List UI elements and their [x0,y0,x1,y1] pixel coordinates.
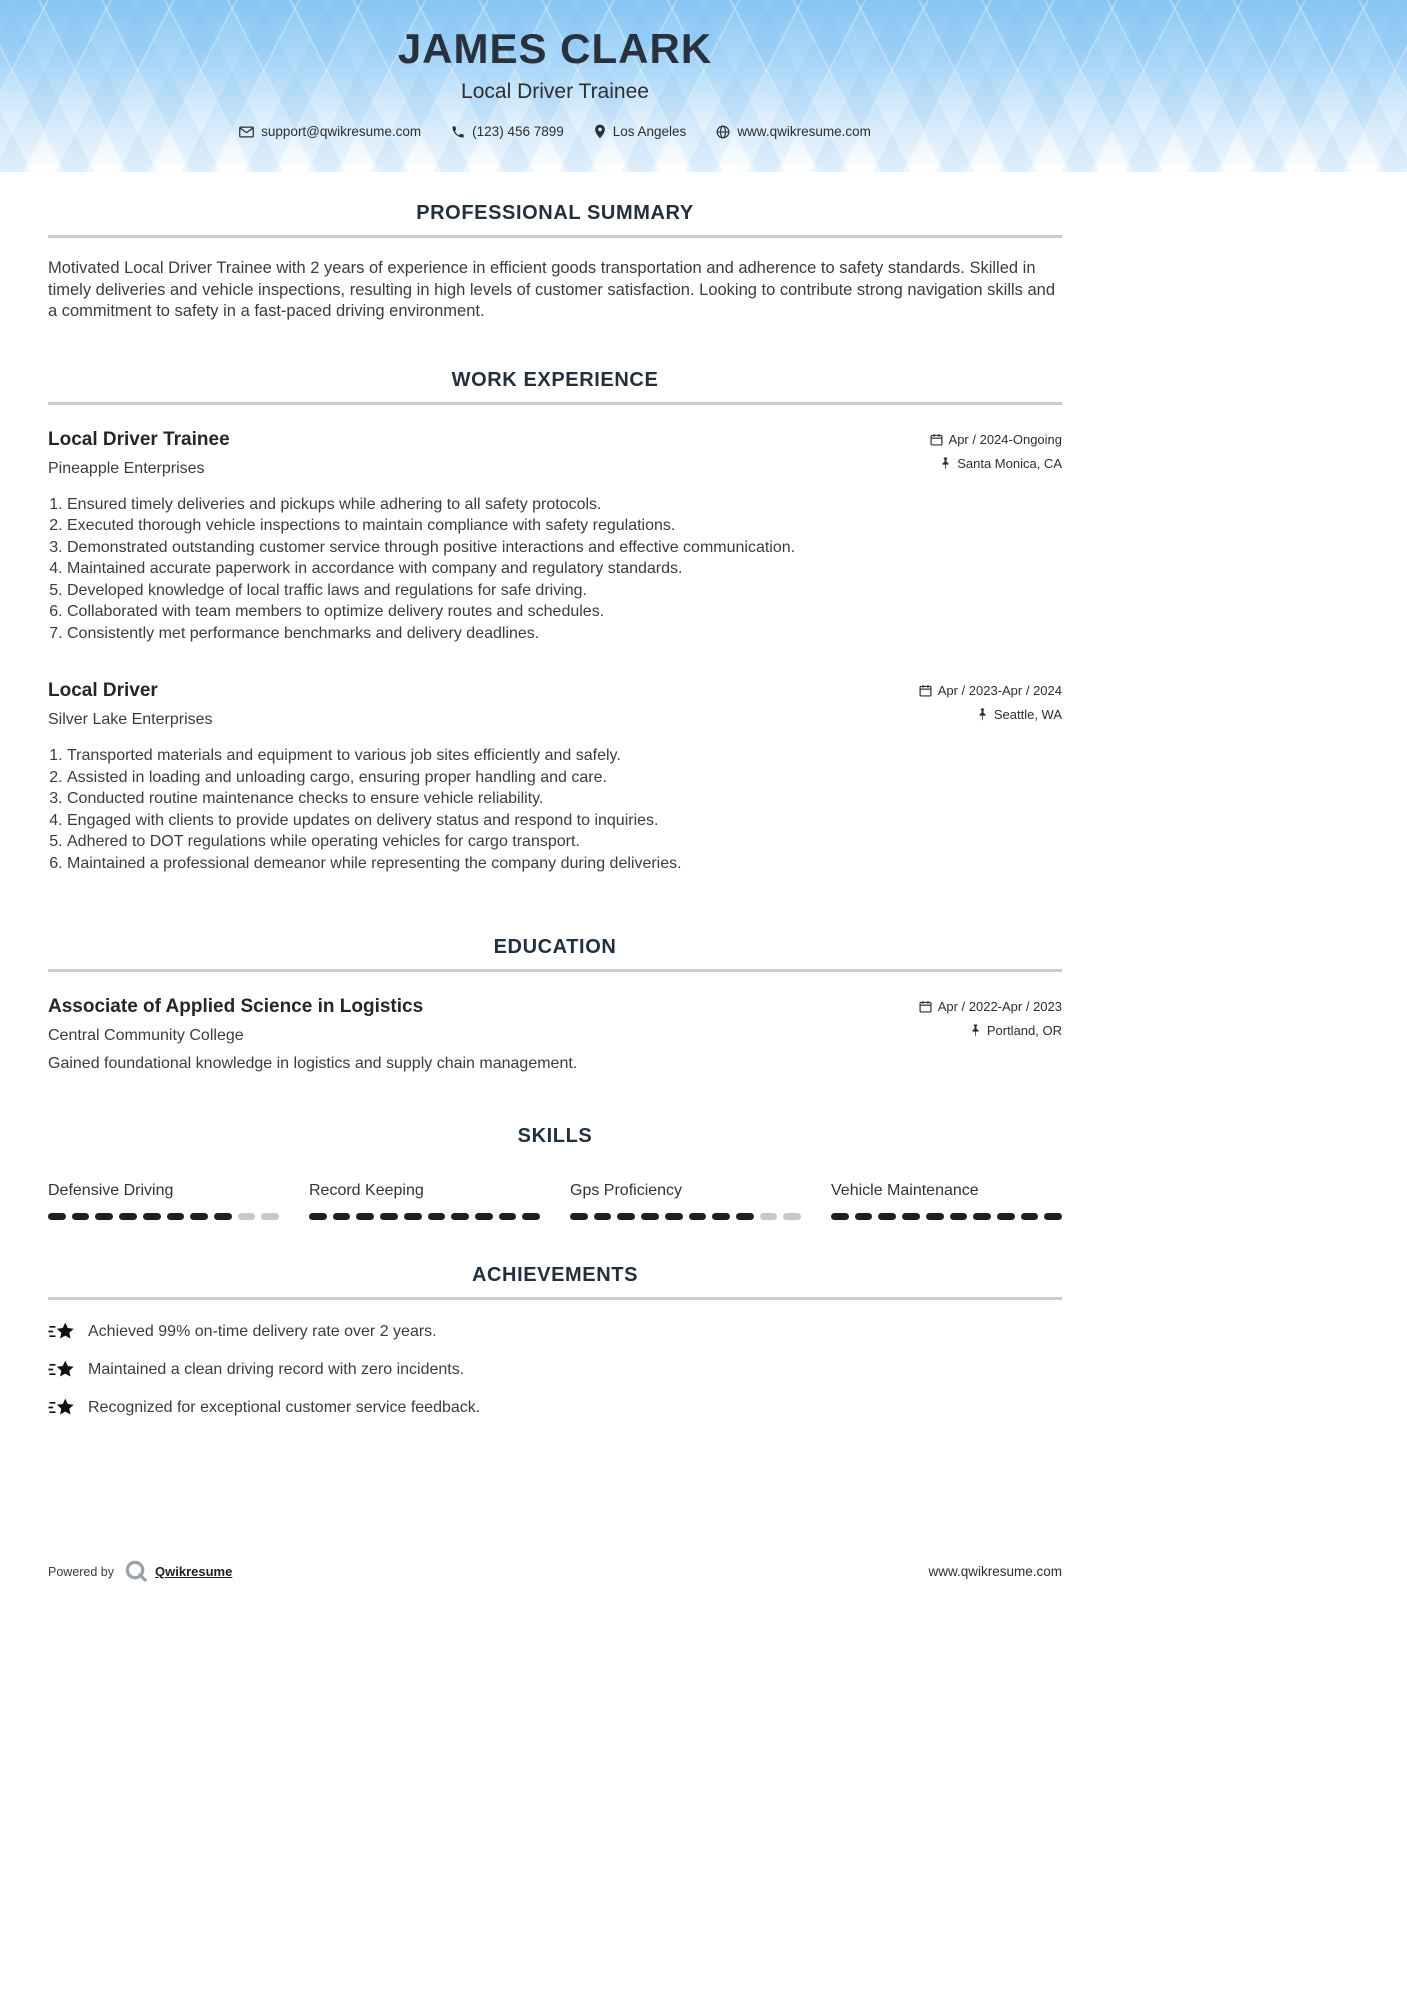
skill-item [570,1182,801,1220]
skill-dash-empty [783,1213,801,1220]
job-dates [930,432,1062,447]
achievements-list [48,1320,1062,1419]
skill-dash-filled [95,1213,113,1220]
job-bullet: 6. Collaborated with team members to optimize delivery routes and schedules. [67,601,1062,623]
skill-dash-filled [190,1213,208,1220]
job-bullet: 6. Maintained a professional demeanor while representing the company during deliveries. [67,853,1062,875]
person-job-title: Local Driver Trainee [461,80,649,104]
star-badge-icon [48,1358,76,1381]
skill-item [48,1182,279,1220]
skill-dash-filled [72,1213,90,1220]
job-dates [919,683,1062,698]
skill-dash-filled [878,1213,896,1220]
skill-dash-filled [380,1213,398,1220]
brand-link[interactable] [124,1559,232,1584]
pushpin-icon [970,1024,981,1037]
job-role: Local Driver [48,680,158,701]
skill-name: Record Keeping [309,1182,424,1199]
skills-section-title: SKILLS [517,1125,593,1147]
job-location [940,456,1062,471]
job-bullet: 2. Executed thorough vehicle inspections to maintain compliance with safety regulations. [67,515,1062,537]
achievement-text: Achieved 99% on-time delivery rate over 2 years. [88,1322,437,1340]
summary-section-title: PROFESSIONAL SUMMARY [416,202,694,224]
skill-dash-filled [689,1213,707,1220]
section-rule [48,969,1062,972]
job-bullet: 4. Engaged with clients to provide updates on delivery status and respond to inquiries. [67,810,1062,832]
skill-dash-filled [950,1213,968,1220]
skill-dash-filled [997,1213,1015,1220]
achievements-section-title: ACHIEVEMENTS [471,1264,639,1286]
education-degree: Associate of Applied Science in Logistics [48,996,424,1017]
header [0,0,1110,139]
skill-item [309,1182,540,1220]
skill-dash-filled [570,1213,588,1220]
contact-email[interactable] [239,124,421,139]
achievement-item [48,1320,1062,1343]
skill-dash-filled [167,1213,185,1220]
achievement-item [48,1358,1062,1381]
education-location-text: Portland, OR [986,1023,1062,1038]
contact-website[interactable] [716,124,871,139]
job-location-text: Seattle, WA [993,707,1062,722]
skill-dash-empty [261,1213,279,1220]
job-role: Local Driver Trainee [48,428,230,450]
job-bullet: 5. Adhered to DOT regulations while operating vehicles for cargo transport. [67,831,1062,853]
globe-icon [716,125,730,139]
job-bullet: 4. Maintained accurate paperwork in accordance with company and regulatory standards. [67,558,1062,580]
job-bullet: 1. Transported materials and equipment to various job sites efficiently and safely. [67,745,1062,767]
powered-by-label: Powered by [48,1564,115,1579]
achievement-text: Maintained a clean driving record with zero incidents. [88,1360,465,1378]
skill-dash-empty [238,1213,256,1220]
header-banner [0,0,1407,172]
education-location [970,1023,1062,1038]
job-bullets [48,745,1062,874]
skill-dash-filled [831,1213,849,1220]
achievement-item [48,1396,1062,1419]
skill-dash-filled [665,1213,683,1220]
skill-dash-filled [214,1213,232,1220]
qwikresume-logo-icon [124,1559,149,1584]
job-bullet: 3. Demonstrated outstanding customer service through positive interactions and effective communication. [67,537,1062,559]
contact-email-text: support@qwikresume.com [261,124,422,140]
education-entry [48,996,1062,1073]
job-company: Silver Lake Enterprises [48,711,213,728]
skill-dash-filled [902,1213,920,1220]
summary-text: Motivated Local Driver Trainee with 2 years of experience in efficient goods transportation and adherence to safety standards. Skilled in timely deliveries and vehicle inspections, resulting in high levels of customer satisfaction. Looking to contribute strong navigation skills and a commitment to safety in a fast-paced driving environment. [48,259,1056,320]
section-education [48,936,1062,1073]
job-entry [48,680,1062,874]
jobs-list [48,429,1062,875]
contact-website-text: www.qwikresume.com [737,124,871,140]
section-professional-summary [48,202,1062,323]
resume-body [0,202,1110,1584]
skill-bar [570,1213,801,1220]
page-footer [48,1559,1062,1584]
job-location-text: Santa Monica, CA [957,455,1062,471]
skill-bar [831,1213,1062,1220]
skill-dash-filled [499,1213,517,1220]
skill-dash-filled [119,1213,137,1220]
skill-dash-filled [1044,1213,1062,1220]
section-rule [48,1297,1062,1300]
contact-location [594,124,687,139]
skill-dash-filled [522,1213,540,1220]
section-work-experience [48,369,1062,875]
skill-dash-filled [48,1213,66,1220]
skills-grid [48,1182,1062,1220]
skill-dash-filled [712,1213,730,1220]
brand-name: Qwikresume [155,1564,233,1579]
email-icon [239,126,254,138]
job-bullet: 2. Assisted in loading and unloading cargo, ensuring proper handling and care. [67,767,1062,789]
skill-dash-filled [641,1213,659,1220]
education-description: Gained foundational knowledge in logistics and supply chain management. [48,1055,578,1072]
skill-dash-filled [926,1213,944,1220]
job-bullet: 1. Ensured timely deliveries and pickups while adhering to all safety protocols. [67,494,1062,516]
education-school: Central Community College [48,1027,244,1044]
contact-row [48,124,1062,139]
star-badge-icon [48,1396,76,1419]
location-icon [594,124,606,139]
section-rule [48,235,1062,238]
job-entry [48,429,1062,645]
section-achievements [48,1264,1062,1419]
skill-dash-filled [143,1213,161,1220]
skill-dash-filled [594,1213,612,1220]
skill-name: Gps Proficiency [570,1182,683,1199]
skill-bar [309,1213,540,1220]
skill-dash-filled [451,1213,469,1220]
job-bullet: 5. Developed knowledge of local traffic laws and regulations for safe driving. [67,580,1062,602]
calendar-icon [930,433,943,446]
education-dates-text: Apr / 2022-Apr / 2023 [937,999,1062,1014]
job-bullets [48,494,1062,645]
person-name: JAMES CLARK [397,25,713,72]
job-bullet: 7. Consistently met performance benchmarks and delivery deadlines. [67,623,1062,645]
skill-dash-filled [617,1213,635,1220]
skill-name: Vehicle Maintenance [831,1182,979,1199]
job-bullet: 3. Conducted routine maintenance checks to ensure vehicle reliability. [67,788,1062,810]
achievement-text: Recognized for exceptional customer service feedback. [88,1398,481,1416]
skill-dash-filled [736,1213,754,1220]
contact-location-text: Los Angeles [612,124,687,140]
job-dates-text: Apr / 2023-Apr / 2024 [937,683,1062,698]
calendar-icon [919,684,932,697]
pushpin-icon [977,708,988,721]
education-section-title: EDUCATION [493,936,617,958]
skill-dash-filled [475,1213,493,1220]
skill-dash-filled [1021,1213,1039,1220]
job-dates-text: Apr / 2024-Ongoing [948,431,1062,447]
skill-dash-filled [404,1213,422,1220]
calendar-icon [919,1000,932,1013]
contact-phone[interactable] [451,124,564,139]
skill-dash-filled [356,1213,374,1220]
star-badge-icon [48,1320,76,1343]
contact-phone-text: (123) 456 7899 [472,124,564,140]
skill-dash-filled [428,1213,446,1220]
education-dates [919,999,1062,1014]
experience-section-title: WORK EXPERIENCE [451,368,659,391]
skill-dash-filled [309,1213,327,1220]
skill-dash-filled [973,1213,991,1220]
section-rule [48,402,1062,405]
pushpin-icon [940,457,951,470]
skill-bar [48,1213,279,1220]
job-company: Pineapple Enterprises [48,459,205,477]
footer-site-url[interactable]: www.qwikresume.com [928,1564,1062,1579]
section-skills [48,1125,1062,1220]
skill-dash-empty [760,1213,778,1220]
skill-dash-filled [333,1213,351,1220]
skill-item [831,1182,1062,1220]
phone-icon [451,125,465,139]
skill-dash-filled [855,1213,873,1220]
skill-name: Defensive Driving [48,1182,174,1199]
job-location [977,707,1062,722]
